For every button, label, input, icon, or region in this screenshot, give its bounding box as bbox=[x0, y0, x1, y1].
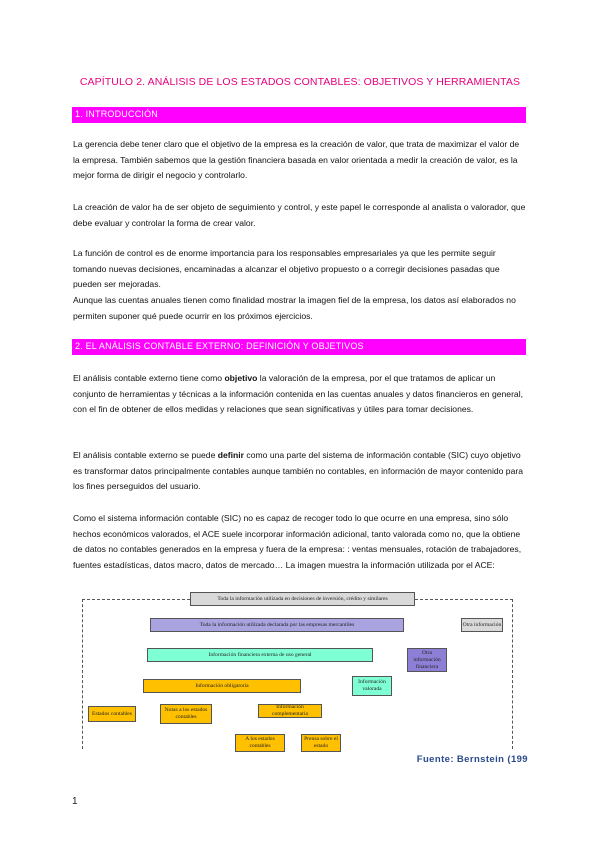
section-heading-label: 1. INTRODUCCIÓN bbox=[75, 109, 159, 119]
intro-paragraph-3 bbox=[73, 246, 528, 293]
connector bbox=[82, 599, 83, 749]
paragraph-text: La gerencia debe tener claro que el objetivo de la empresa es la creación de valor, que trata de maximizar el valor de la empresa. También sabemos que la gestión financiera basada en valor orientada a medir la creación de valor, es la mejor forma de dirigir el negocio y controlarlo. bbox=[73, 139, 520, 181]
intro-paragraph-2 bbox=[73, 200, 528, 231]
intro-paragraph-1 bbox=[73, 137, 528, 184]
box-to-statements: A los estados contables bbox=[235, 734, 285, 752]
paragraph-text bbox=[73, 448, 528, 495]
paragraph-text bbox=[73, 371, 528, 418]
paragraph-text: La función de control es de enorme importancia para los responsables empresariales ya que les permite seguir tomando nuevas decisiones, encaminadas a alcanzar el objetivo propuesto o a corregir decisiones pasadas que pueden ser mejoradas. bbox=[73, 248, 500, 290]
connector bbox=[82, 599, 190, 600]
box-mandatory-information: Información obligatoria bbox=[143, 679, 301, 693]
information-diagram bbox=[72, 588, 528, 774]
external-paragraph-1 bbox=[73, 371, 528, 418]
section-heading-introduccion bbox=[72, 107, 526, 123]
text-run: El análisis contable externo se puede bbox=[73, 450, 218, 460]
text-run: El análisis contable externo tiene como bbox=[73, 373, 225, 383]
box-all-information: Toda la información utilizada en decisiones de inversión, crédito y similares bbox=[190, 592, 415, 606]
box-press: Prensa sobre el estado bbox=[301, 734, 341, 752]
intro-paragraph-4 bbox=[73, 293, 528, 324]
box-valued-information: Información valorada bbox=[352, 676, 392, 696]
section-heading-analisis-externo bbox=[72, 339, 526, 355]
box-external-financial-information: Información financiera externa de uso general bbox=[147, 648, 373, 662]
text-run: la valoración de la empresa, por el que tratamos de aplicar un conjunto de herramientas y técnicas a la información contenida en las cuentas anuales y datos financieros en general, con el fin de obtener de ellos medidas y relaciones que sean significativas y útiles para tomar decisiones. bbox=[73, 373, 524, 415]
page-number: 1 bbox=[72, 796, 78, 807]
connector bbox=[512, 599, 513, 749]
box-notes-statements: Notas a los estados contables bbox=[160, 704, 212, 724]
external-paragraph-3 bbox=[73, 511, 528, 573]
section-heading-label: 2. EL ANÁLISIS CONTABLE EXTERNO: DEFINICIÓN Y OBJETIVOS bbox=[75, 341, 364, 351]
box-other-information: Otra información bbox=[461, 618, 503, 632]
external-paragraph-2 bbox=[73, 448, 528, 495]
box-complementary-information: Información complementaria bbox=[258, 704, 322, 718]
paragraph-text: Aunque las cuentas anuales tienen como finalidad mostrar la imagen fiel de la empresa, los datos así elaborados no permiten suponer qué puede ocurrir en los próximos ejercicios. bbox=[73, 295, 516, 321]
box-declared-information: Toda la información utilizada declarada por las empresas mercantiles bbox=[150, 618, 404, 632]
bold-term: objetivo bbox=[224, 373, 258, 383]
text-run: como una parte del sistema de información contable (SIC) cuyo objetivo es transformar datos principalmente contables aunque también no contables, en información de mayor contenido para los fines perseguidos del usuario. bbox=[73, 450, 524, 492]
box-other-financial-information: Otra información financiera bbox=[407, 648, 447, 672]
paragraph-text: La creación de valor ha de ser objeto de seguimiento y control, y este papel le corresponde al analista o valorador, que debe evaluar y controlar la forma de crear valor. bbox=[73, 202, 526, 228]
figure-source-caption: Fuente: Bernstein (199 bbox=[416, 754, 528, 765]
paragraph-text: Como el sistema información contable (SIC) no es capaz de recoger todo lo que ocurre en una empresa, sino sólo hechos económicos valorados, el ACE suele incorporar información adicional, tanto valorada como no, que la obtiene de datos no contables generados en la empresa y fuera de la empresa: : ventas mensuales, rotación de trabajadores, fuentes estadísticas, datos macro, datos de mercado… La imagen muestra la información utilizada por el ACE: bbox=[73, 513, 522, 570]
box-financial-statements: Estados contables bbox=[88, 706, 136, 722]
bold-term: definir bbox=[217, 450, 245, 460]
page-title: CAPÍTULO 2. ANÁLISIS DE LOS ESTADOS CONTABLES: OBJETIVOS Y HERRAMIENTAS bbox=[79, 76, 521, 88]
connector bbox=[415, 599, 513, 600]
